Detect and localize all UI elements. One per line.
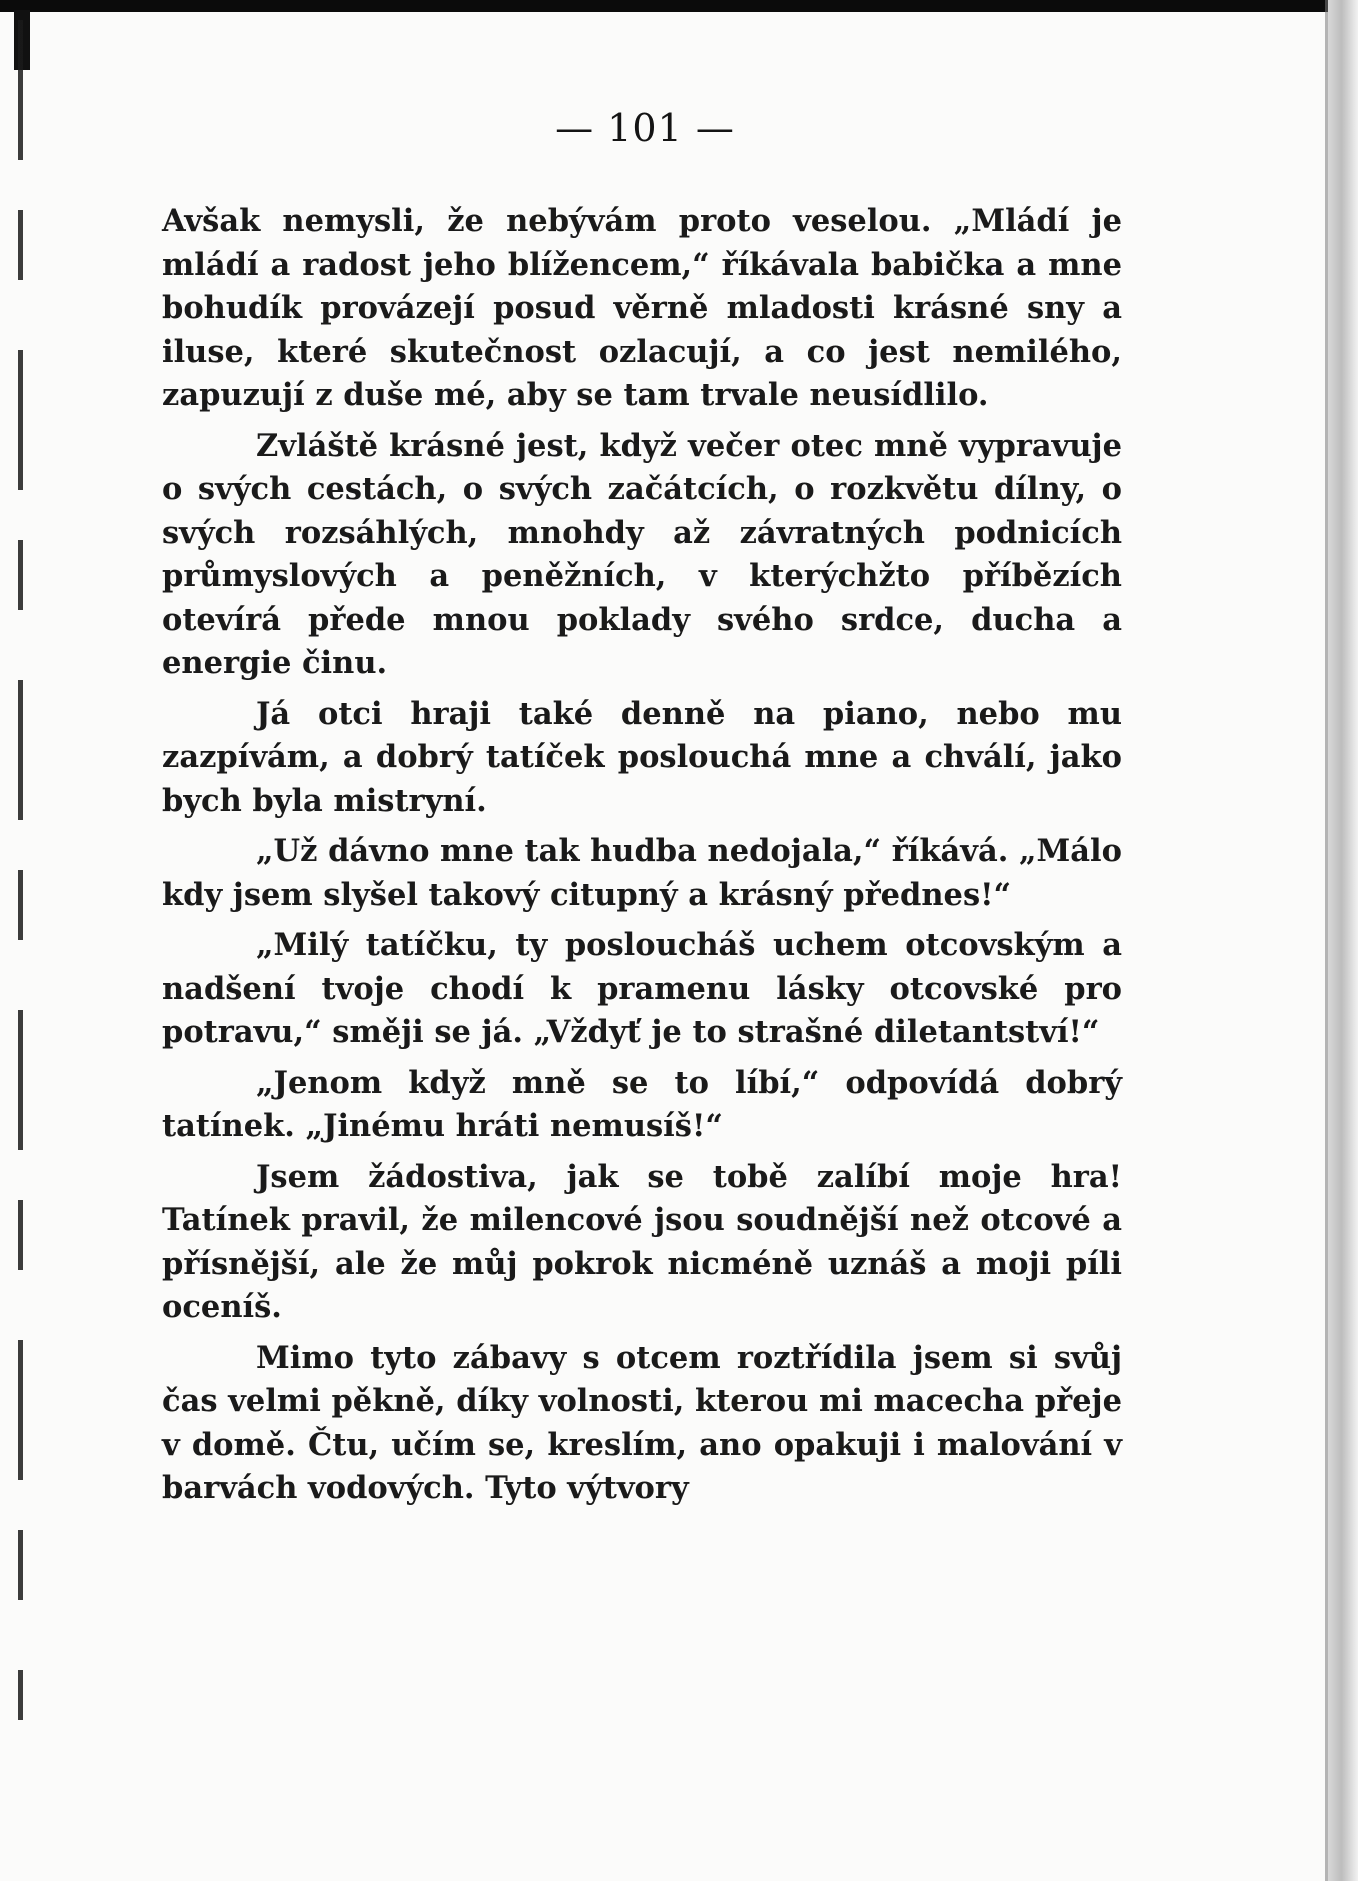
- binding-edge-marks: [18, 20, 23, 1720]
- paragraph-3: Já otci hraji také denně na piano, nebo mu zazpívám, a dobrý tatíček poslouchá mne a chválí, jako bych byla mistryní.: [162, 695, 1122, 819]
- paragraph-7: Jsem žádostiva, jak se tobě zalíbí moje hra! Tatínek pravil, že milencové jsou soudnější než otcové a přísnější, ale že můj pokrok nicméně uznáš a moji píli oceníš.: [162, 1158, 1122, 1325]
- paragraph-6: „Jenom když mně se to líbí,“ odpovídá dobrý tatínek. „Jinému hráti nemusíš!“: [162, 1064, 1122, 1144]
- scan-top-border: [0, 0, 1358, 12]
- body-text: [162, 200, 1122, 1518]
- paragraph-2: Zvláště krásné jest, když večer otec mně vypravuje o svých cestách, o svých začátcích, o rozkvětu dílny, o svých rozsáhlých, mnohdy až závratných podnicích průmyslových a peněžních, v kterýchžto příbězích otevírá přede mnou poklady svého srdce, ducha a energie činu.: [162, 427, 1122, 681]
- scan-right-border: [1328, 0, 1358, 1881]
- paragraph-5: „Milý tatíčku, ty posloucháš uchem otcovským a nadšení tvoje chodí k pramenu lásky otcovské pro potravu,“ směji se já. „Vždyť je to strašné diletantství!“: [162, 927, 1122, 1050]
- paragraph-4: „Už dávno mne tak hudba nedojala,“ říkává. „Málo kdy jsem slyšel takový citupný a krásný přednes!“: [162, 833, 1122, 913]
- paragraph-1: Avšak nemysli, že nebývám proto veselou. „Mládí je mládí a radost jeho blížencem,“ říkávala babička a mne bohudík provázejí posud věrně mladosti krásné sny a iluse, které skutečnost ozlacují, a co jest nemilého, zapuzují z duše mé, aby se tam trvale neusídlilo.: [162, 203, 1122, 413]
- paragraph-8: Mimo tyto zábavy s otcem roztřídila jsem si svůj čas velmi pěkně, díky volnosti, kterou mi macecha přeje v domě. Čtu, učím se, kreslím, ano opakuji i malování v barvách vodových. Tyto výtvory: [162, 1339, 1122, 1506]
- page-number: — 101 —: [555, 106, 735, 150]
